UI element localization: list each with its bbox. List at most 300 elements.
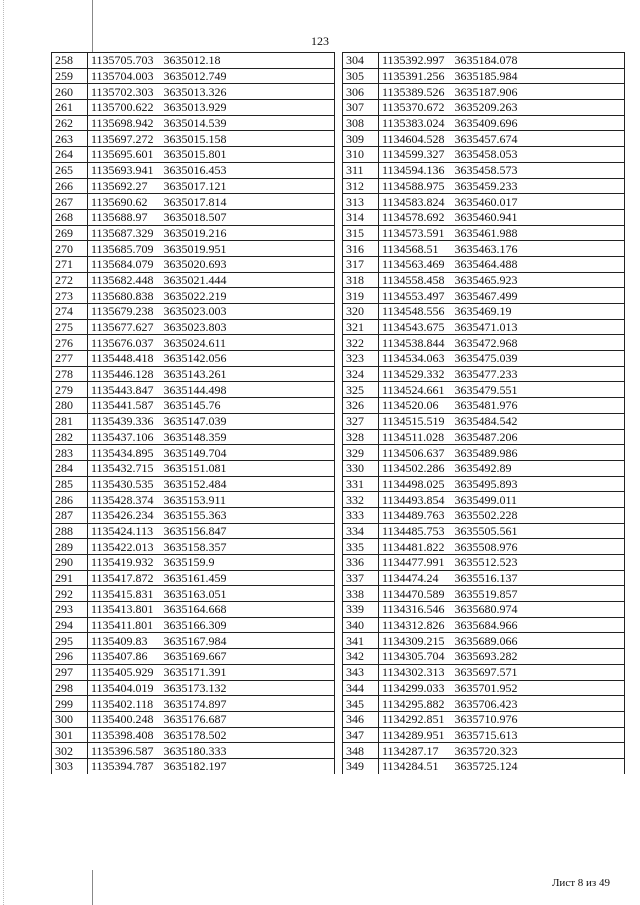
y-coordinate: 3635684.966 <box>452 617 625 633</box>
y-coordinate: 3635697.571 <box>452 664 625 680</box>
table-row <box>52 241 335 257</box>
y-coordinate: 3635460.017 <box>452 194 625 210</box>
y-coordinate: 3635505.561 <box>452 523 625 539</box>
y-coordinate: 3635187.906 <box>452 84 625 100</box>
point-number: 307 <box>343 100 379 116</box>
point-number: 263 <box>52 131 88 147</box>
table-row <box>52 586 335 602</box>
x-coordinate: 1135424.113 <box>88 523 161 539</box>
x-coordinate: 1134295.882 <box>379 696 452 712</box>
point-number: 294 <box>52 617 88 633</box>
y-coordinate: 3635149.704 <box>161 445 335 461</box>
point-number: 309 <box>343 131 379 147</box>
x-coordinate: 1134524.661 <box>379 382 452 398</box>
y-coordinate: 3635458.573 <box>452 162 625 178</box>
y-coordinate: 3635171.391 <box>161 664 335 680</box>
y-coordinate: 3635020.693 <box>161 256 335 272</box>
table-row <box>343 429 625 445</box>
y-coordinate: 3635015.801 <box>161 147 335 163</box>
table-row <box>52 319 335 335</box>
x-coordinate: 1134529.332 <box>379 366 452 382</box>
table-row <box>52 476 335 492</box>
table-row <box>52 304 335 320</box>
point-number: 334 <box>343 523 379 539</box>
y-coordinate: 3635023.803 <box>161 319 335 335</box>
table-row <box>52 194 335 210</box>
table-row <box>343 178 625 194</box>
x-coordinate: 1135422.013 <box>88 539 161 555</box>
x-coordinate: 1135392.997 <box>379 53 452 69</box>
x-coordinate: 1135676.037 <box>88 335 161 351</box>
table-row <box>52 743 335 759</box>
x-coordinate: 1135695.601 <box>88 147 161 163</box>
x-coordinate: 1134316.546 <box>379 602 452 618</box>
y-coordinate: 3635015.158 <box>161 131 335 147</box>
point-number: 271 <box>52 256 88 272</box>
table-body-left <box>52 53 335 774</box>
x-coordinate: 1134481.822 <box>379 539 452 555</box>
point-number: 268 <box>52 209 88 225</box>
scan-edge-line <box>3 0 4 905</box>
table-row <box>343 162 625 178</box>
y-coordinate: 3635472.968 <box>452 335 625 351</box>
x-coordinate: 1135677.627 <box>88 319 161 335</box>
x-coordinate: 1135389.526 <box>379 84 452 100</box>
y-coordinate: 3635156.847 <box>161 523 335 539</box>
point-number: 340 <box>343 617 379 633</box>
x-coordinate: 1135697.272 <box>88 131 161 147</box>
table-row <box>52 351 335 367</box>
x-coordinate: 1135684.079 <box>88 256 161 272</box>
table-row <box>52 209 335 225</box>
point-number: 281 <box>52 413 88 429</box>
y-coordinate: 3635180.333 <box>161 743 335 759</box>
x-coordinate: 1134568.51 <box>379 241 452 257</box>
y-coordinate: 3635164.668 <box>161 602 335 618</box>
x-coordinate: 1134299.033 <box>379 680 452 696</box>
x-coordinate: 1135448.418 <box>88 351 161 367</box>
table-row <box>52 711 335 727</box>
x-coordinate: 1134474.24 <box>379 570 452 586</box>
point-number: 264 <box>52 147 88 163</box>
x-coordinate: 1135426.234 <box>88 507 161 523</box>
table-row <box>52 555 335 571</box>
point-number: 266 <box>52 178 88 194</box>
y-coordinate: 3635467.499 <box>452 288 625 304</box>
x-coordinate: 1135682.448 <box>88 272 161 288</box>
y-coordinate: 3635689.066 <box>452 633 625 649</box>
y-coordinate: 3635173.132 <box>161 680 335 696</box>
y-coordinate: 3635142.056 <box>161 351 335 367</box>
point-number: 305 <box>343 68 379 84</box>
x-coordinate: 1135398.408 <box>88 727 161 743</box>
x-coordinate: 1135370.672 <box>379 100 452 116</box>
point-number: 318 <box>343 272 379 288</box>
y-coordinate: 3635720.323 <box>452 743 625 759</box>
x-coordinate: 1134594.136 <box>379 162 452 178</box>
table-row <box>52 272 335 288</box>
point-number: 279 <box>52 382 88 398</box>
point-number: 341 <box>343 633 379 649</box>
table-row <box>52 680 335 696</box>
x-coordinate: 1134563.469 <box>379 256 452 272</box>
table-row <box>343 743 625 759</box>
y-coordinate: 3635461.988 <box>452 225 625 241</box>
x-coordinate: 1134604.528 <box>379 131 452 147</box>
point-number: 304 <box>343 53 379 69</box>
point-number: 285 <box>52 476 88 492</box>
table-row <box>343 413 625 429</box>
point-number: 282 <box>52 429 88 445</box>
x-coordinate: 1134534.063 <box>379 351 452 367</box>
point-number: 258 <box>52 53 88 69</box>
table-row <box>52 633 335 649</box>
table-row <box>52 68 335 84</box>
y-coordinate: 3635018.507 <box>161 209 335 225</box>
x-coordinate: 1134287.17 <box>379 743 452 759</box>
table-row <box>52 162 335 178</box>
table-row <box>343 351 625 367</box>
point-number: 273 <box>52 288 88 304</box>
x-coordinate: 1135409.83 <box>88 633 161 649</box>
y-coordinate: 3635725.124 <box>452 758 625 773</box>
x-coordinate: 1134477.991 <box>379 555 452 571</box>
table-row <box>343 523 625 539</box>
table-row <box>343 633 625 649</box>
x-coordinate: 1134489.763 <box>379 507 452 523</box>
x-coordinate: 1135704.003 <box>88 68 161 84</box>
table-row <box>52 84 335 100</box>
x-coordinate: 1135446.128 <box>88 366 161 382</box>
table-row <box>343 617 625 633</box>
y-coordinate: 3635155.363 <box>161 507 335 523</box>
point-number: 287 <box>52 507 88 523</box>
point-number: 312 <box>343 178 379 194</box>
point-number: 338 <box>343 586 379 602</box>
x-coordinate: 1135391.256 <box>379 68 452 84</box>
x-coordinate: 1134470.589 <box>379 586 452 602</box>
table-row <box>343 445 625 461</box>
y-coordinate: 3635148.359 <box>161 429 335 445</box>
y-coordinate: 3635022.219 <box>161 288 335 304</box>
point-number: 289 <box>52 539 88 555</box>
point-number: 270 <box>52 241 88 257</box>
point-number: 278 <box>52 366 88 382</box>
point-number: 284 <box>52 460 88 476</box>
x-coordinate: 1135439.336 <box>88 413 161 429</box>
table-row <box>343 711 625 727</box>
table-row <box>343 241 625 257</box>
point-number: 335 <box>343 539 379 555</box>
table-row <box>343 304 625 320</box>
sheet-info: Лист 8 из 49 <box>551 877 610 889</box>
table-row <box>52 288 335 304</box>
x-coordinate: 1135411.801 <box>88 617 161 633</box>
table-row <box>343 366 625 382</box>
point-number: 346 <box>343 711 379 727</box>
y-coordinate: 3635185.984 <box>452 68 625 84</box>
y-coordinate: 3635021.444 <box>161 272 335 288</box>
x-coordinate: 1134498.025 <box>379 476 452 492</box>
x-coordinate: 1135396.587 <box>88 743 161 759</box>
table-row <box>52 460 335 476</box>
point-number: 345 <box>343 696 379 712</box>
x-coordinate: 1135402.118 <box>88 696 161 712</box>
point-number: 316 <box>343 241 379 257</box>
table-row <box>52 523 335 539</box>
point-number: 342 <box>343 649 379 665</box>
table-row <box>52 758 335 773</box>
x-coordinate: 1134284.51 <box>379 758 452 773</box>
point-number: 331 <box>343 476 379 492</box>
table-row <box>343 492 625 508</box>
point-number: 344 <box>343 680 379 696</box>
x-coordinate: 1135680.838 <box>88 288 161 304</box>
y-coordinate: 3635465.923 <box>452 272 625 288</box>
y-coordinate: 3635481.976 <box>452 398 625 414</box>
x-coordinate: 1135679.238 <box>88 304 161 320</box>
table-row <box>52 382 335 398</box>
table-row <box>343 100 625 116</box>
table-row <box>52 147 335 163</box>
table-row <box>52 413 335 429</box>
table-row <box>52 507 335 523</box>
y-coordinate: 3635152.484 <box>161 476 335 492</box>
point-number: 295 <box>52 633 88 649</box>
x-coordinate: 1134538.844 <box>379 335 452 351</box>
y-coordinate: 3635167.984 <box>161 633 335 649</box>
x-coordinate: 1134553.497 <box>379 288 452 304</box>
y-coordinate: 3635519.857 <box>452 586 625 602</box>
y-coordinate: 3635469.19 <box>452 304 625 320</box>
point-number: 265 <box>52 162 88 178</box>
y-coordinate: 3635715.613 <box>452 727 625 743</box>
y-coordinate: 3635458.053 <box>452 147 625 163</box>
table-row <box>52 602 335 618</box>
point-number: 347 <box>343 727 379 743</box>
page-number: 123 <box>311 34 329 48</box>
table-row <box>52 131 335 147</box>
table-row <box>52 445 335 461</box>
x-coordinate: 1134506.637 <box>379 445 452 461</box>
y-coordinate: 3635013.929 <box>161 100 335 116</box>
x-coordinate: 1134543.675 <box>379 319 452 335</box>
table-row <box>52 256 335 272</box>
table-row <box>52 539 335 555</box>
x-coordinate: 1135415.831 <box>88 586 161 602</box>
y-coordinate: 3635508.976 <box>452 539 625 555</box>
point-number: 336 <box>343 555 379 571</box>
y-coordinate: 3635502.228 <box>452 507 625 523</box>
y-coordinate: 3635012.18 <box>161 53 335 69</box>
x-coordinate: 1134548.556 <box>379 304 452 320</box>
table-row <box>343 727 625 743</box>
coordinates-table-left <box>51 52 335 774</box>
x-coordinate: 1135693.941 <box>88 162 161 178</box>
x-coordinate: 1135702.303 <box>88 84 161 100</box>
table-row <box>343 68 625 84</box>
y-coordinate: 3635706.423 <box>452 696 625 712</box>
x-coordinate: 1135688.97 <box>88 209 161 225</box>
x-coordinate: 1135700.622 <box>88 100 161 116</box>
x-coordinate: 1135430.535 <box>88 476 161 492</box>
y-coordinate: 3635019.951 <box>161 241 335 257</box>
table-row <box>343 256 625 272</box>
table-row <box>52 366 335 382</box>
x-coordinate: 1135405.929 <box>88 664 161 680</box>
x-coordinate: 1135437.106 <box>88 429 161 445</box>
y-coordinate: 3635471.013 <box>452 319 625 335</box>
x-coordinate: 1135383.024 <box>379 115 452 131</box>
table-row <box>343 225 625 241</box>
y-coordinate: 3635163.051 <box>161 586 335 602</box>
x-coordinate: 1134515.519 <box>379 413 452 429</box>
point-number: 314 <box>343 209 379 225</box>
table-row <box>52 649 335 665</box>
y-coordinate: 3635463.176 <box>452 241 625 257</box>
y-coordinate: 3635209.263 <box>452 100 625 116</box>
y-coordinate: 3635516.137 <box>452 570 625 586</box>
y-coordinate: 3635014.539 <box>161 115 335 131</box>
y-coordinate: 3635184.078 <box>452 53 625 69</box>
x-coordinate: 1135417.872 <box>88 570 161 586</box>
point-number: 298 <box>52 680 88 696</box>
point-number: 261 <box>52 100 88 116</box>
y-coordinate: 3635479.551 <box>452 382 625 398</box>
point-number: 262 <box>52 115 88 131</box>
x-coordinate: 1134289.951 <box>379 727 452 743</box>
y-coordinate: 3635147.039 <box>161 413 335 429</box>
point-number: 313 <box>343 194 379 210</box>
table-row <box>52 617 335 633</box>
table-row <box>343 382 625 398</box>
point-number: 259 <box>52 68 88 84</box>
x-coordinate: 1134520.06 <box>379 398 452 414</box>
y-coordinate: 3635495.893 <box>452 476 625 492</box>
x-coordinate: 1135419.932 <box>88 555 161 571</box>
y-coordinate: 3635016.453 <box>161 162 335 178</box>
point-number: 317 <box>343 256 379 272</box>
table-row <box>343 586 625 602</box>
y-coordinate: 3635176.687 <box>161 711 335 727</box>
table-row <box>52 696 335 712</box>
point-number: 330 <box>343 460 379 476</box>
table-row <box>343 680 625 696</box>
table-row <box>343 319 625 335</box>
x-coordinate: 1135428.374 <box>88 492 161 508</box>
table-row <box>343 460 625 476</box>
table-row <box>52 178 335 194</box>
point-number: 293 <box>52 602 88 618</box>
point-number: 269 <box>52 225 88 241</box>
y-coordinate: 3635182.197 <box>161 758 335 773</box>
table-row <box>343 758 625 773</box>
table-row <box>343 539 625 555</box>
y-coordinate: 3635151.081 <box>161 460 335 476</box>
y-coordinate: 3635489.986 <box>452 445 625 461</box>
point-number: 275 <box>52 319 88 335</box>
y-coordinate: 3635017.121 <box>161 178 335 194</box>
x-coordinate: 1135432.715 <box>88 460 161 476</box>
y-coordinate: 3635161.459 <box>161 570 335 586</box>
y-coordinate: 3635680.974 <box>452 602 625 618</box>
x-coordinate: 1134312.826 <box>379 617 452 633</box>
y-coordinate: 3635499.011 <box>452 492 625 508</box>
point-number: 299 <box>52 696 88 712</box>
x-coordinate: 1134302.313 <box>379 664 452 680</box>
point-number: 349 <box>343 758 379 773</box>
table-row <box>343 555 625 571</box>
table-row <box>52 53 335 69</box>
point-number: 277 <box>52 351 88 367</box>
y-coordinate: 3635409.696 <box>452 115 625 131</box>
point-number: 332 <box>343 492 379 508</box>
x-coordinate: 1134305.704 <box>379 649 452 665</box>
point-number: 276 <box>52 335 88 351</box>
y-coordinate: 3635487.206 <box>452 429 625 445</box>
point-number: 320 <box>343 304 379 320</box>
y-coordinate: 3635019.216 <box>161 225 335 241</box>
point-number: 327 <box>343 413 379 429</box>
table-row <box>343 570 625 586</box>
table-row <box>52 664 335 680</box>
point-number: 348 <box>343 743 379 759</box>
point-number: 283 <box>52 445 88 461</box>
point-number: 301 <box>52 727 88 743</box>
x-coordinate: 1134485.753 <box>379 523 452 539</box>
table-row <box>343 507 625 523</box>
table-row <box>343 696 625 712</box>
y-coordinate: 3635512.523 <box>452 555 625 571</box>
point-number: 343 <box>343 664 379 680</box>
y-coordinate: 3635457.674 <box>452 131 625 147</box>
point-number: 326 <box>343 398 379 414</box>
x-coordinate: 1134493.854 <box>379 492 452 508</box>
x-coordinate: 1134309.215 <box>379 633 452 649</box>
margin-line-bottom <box>92 870 93 905</box>
y-coordinate: 3635475.039 <box>452 351 625 367</box>
y-coordinate: 3635166.309 <box>161 617 335 633</box>
y-coordinate: 3635710.976 <box>452 711 625 727</box>
y-coordinate: 3635693.282 <box>452 649 625 665</box>
point-number: 339 <box>343 602 379 618</box>
table-row <box>52 335 335 351</box>
x-coordinate: 1134578.692 <box>379 209 452 225</box>
table-row <box>343 649 625 665</box>
x-coordinate: 1135685.709 <box>88 241 161 257</box>
point-number: 286 <box>52 492 88 508</box>
y-coordinate: 3635023.003 <box>161 304 335 320</box>
table-row <box>343 335 625 351</box>
x-coordinate: 1134558.458 <box>379 272 452 288</box>
x-coordinate: 1135407.86 <box>88 649 161 665</box>
table-row <box>343 53 625 69</box>
y-coordinate: 3635012.749 <box>161 68 335 84</box>
x-coordinate: 1135698.942 <box>88 115 161 131</box>
table-row <box>52 727 335 743</box>
point-number: 288 <box>52 523 88 539</box>
table-row <box>52 570 335 586</box>
point-number: 302 <box>52 743 88 759</box>
table-row <box>52 100 335 116</box>
table-row <box>343 194 625 210</box>
y-coordinate: 3635464.488 <box>452 256 625 272</box>
table-body-right <box>343 53 625 774</box>
table-row <box>52 429 335 445</box>
y-coordinate: 3635159.9 <box>161 555 335 571</box>
point-number: 300 <box>52 711 88 727</box>
point-number: 329 <box>343 445 379 461</box>
